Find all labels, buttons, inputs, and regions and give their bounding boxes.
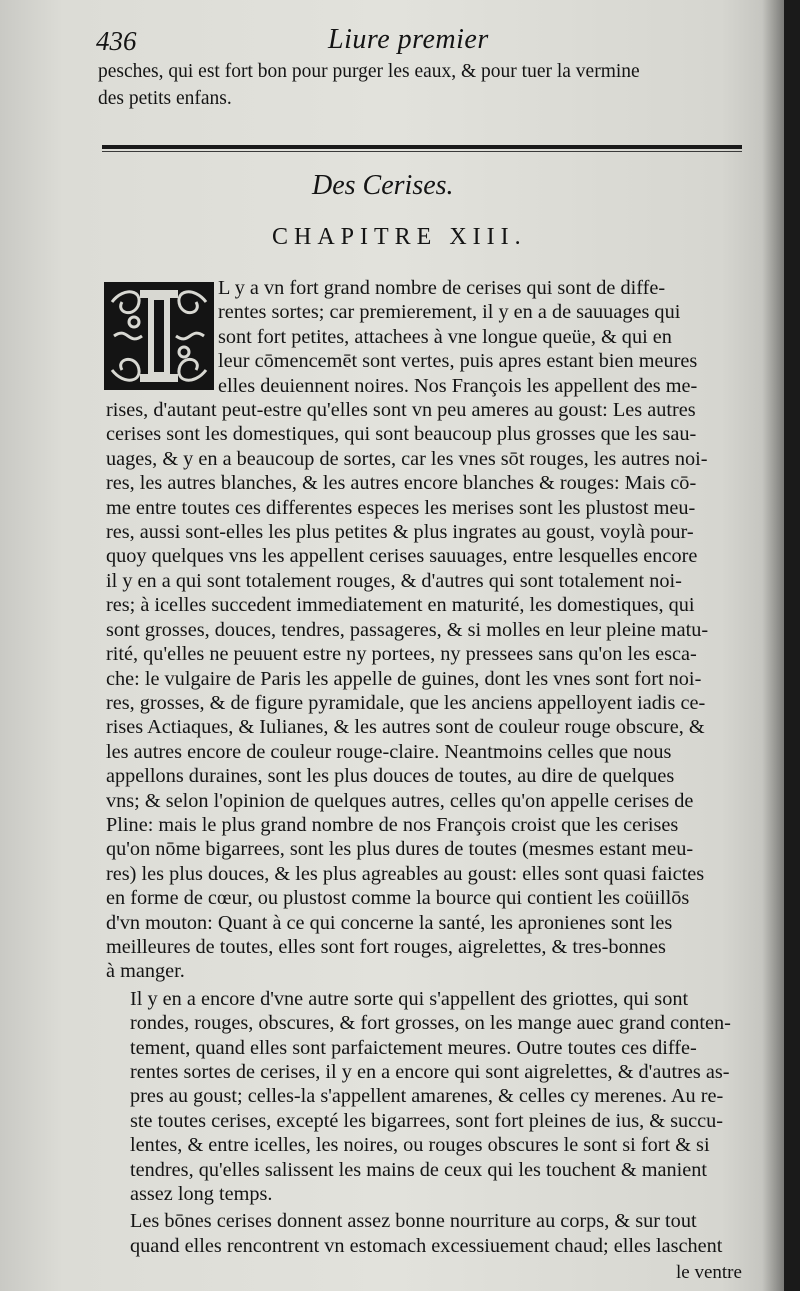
- text-line: me entre toutes ces differentes especes les merises sont les plustost meu-: [106, 496, 696, 519]
- text-line: Les bōnes cerises donnent assez bonne nourriture au corps, & sur tout: [130, 1210, 697, 1233]
- paragraph-1: [106, 276, 746, 984]
- text-line: vns; & selon l'opinion de quelques autres, celles qu'on appelle cerises de: [106, 789, 694, 812]
- text-line: rentes sortes; car premierement, il y en a de sauuages qui: [218, 301, 681, 324]
- text-line: quand elles rencontrent vn estomach excessiuement chaud; elles laschent: [130, 1234, 723, 1257]
- paragraph-3: [106, 1209, 746, 1258]
- text-line: tendres, qu'elles salissent les mains de ceux qui les touchent & manient: [130, 1158, 708, 1181]
- section-rule: [102, 145, 742, 153]
- text-line: rité, qu'elles ne peuuent estre ny portees, ny pressees sans qu'on les esca-: [106, 643, 697, 666]
- text-line: meilleures de toutes, elles sont fort rouges, aigrelettes, & tres-bonnes: [106, 935, 666, 958]
- text-line: d'vn mouton: Quant à ce qui concerne la santé, les apronienes sont les: [106, 911, 673, 934]
- text-line: Il y en a encore d'vne autre sorte qui s'appellent des griottes, qui sont: [130, 987, 689, 1010]
- rule-thick: [102, 145, 742, 149]
- text-line: res; à icelles succedent immediatement en maturité, les domestiques, qui: [106, 594, 695, 617]
- page-header: [96, 24, 736, 58]
- text-line: res, grosses, & de figure pyramidale, que les anciens appelloyent iadis ce-: [106, 691, 706, 714]
- page-number: 436: [96, 26, 137, 56]
- text-line: qu'on nōme bigarrees, sont les plus dures de toutes (mesmes estant meu-: [106, 838, 694, 861]
- text-line: quoy quelques vns les appellent cerises sauuages, entre lesquelles encore: [106, 545, 698, 568]
- text-line: des petits enfans.: [98, 88, 232, 109]
- text-line: res) les plus douces, & les plus agreables au goust: elles sont quasi faictes: [106, 862, 705, 885]
- text-line: res, aussi sont-elles les plus petites & plus ingrates au goust, voylà pour-: [106, 521, 694, 544]
- text-line: leur cōmencemēt sont vertes, puis apres estant bien meures: [218, 350, 698, 373]
- text-line: sont grosses, douces, tendres, passageres, & si molles en leur pleine matu-: [106, 618, 709, 641]
- body-text: [106, 276, 746, 1258]
- text-line: rentes sortes de cerises, il y en a encore qui sont aigrelettes, & d'autres as-: [130, 1061, 730, 1083]
- text-line: pres au goust; celles-la s'appellent amarenes, & celles cy merenes. Au re-: [130, 1085, 724, 1108]
- text-line: rises, d'autant peut-estre qu'elles sont vn peu ameres au goust: Les autres: [106, 399, 696, 422]
- text-line: elles deuiennent noires. Nos François les appellent des me-: [218, 374, 698, 397]
- continuation-text: [98, 58, 748, 112]
- section-title: Des Cerises.: [312, 170, 454, 201]
- text-line: il y en a qui sont totalement rouges, & d'autres qui sont totalement noi-: [106, 569, 682, 592]
- text-line: cerises sont les domestiques, qui sont beaucoup plus grosses que les sau-: [106, 423, 697, 446]
- running-head: Liure premier: [328, 24, 489, 55]
- text-line: à manger.: [106, 960, 185, 983]
- text-line: appellons duraines, sont les plus douces de toutes, au dire de quelques: [106, 765, 675, 788]
- text-line: tement, quand elles sont parfaictement meures. Outre toutes ces diffe-: [130, 1036, 697, 1059]
- text-line: sont fort petites, attachees à vne longue queüe, & qui en: [218, 325, 672, 348]
- text-line: ste toutes cerises, excepté les bigarrees, sont fort pleines de ius, & succu-: [130, 1109, 724, 1132]
- chapter-heading: CHAPITRE XIII.: [272, 224, 527, 250]
- text-line: en forme de cœur, ou plustost comme la bource qui contient les coüillōs: [106, 887, 690, 910]
- text-line: L y a vn fort grand nombre de cerises qui sont de diffe-: [218, 277, 666, 299]
- text-line: rondes, rouges, obscures, & fort grosses, on les mange auec grand conten-: [130, 1012, 731, 1035]
- rule-thin: [102, 151, 742, 152]
- text-line: uages, & y en a beaucoup de sortes, car les vnes sōt rouges, les autres noi-: [106, 447, 708, 470]
- text-line: pesches, qui est fort bon pour purger les eaux, & pour tuer la vermine: [98, 61, 640, 82]
- text-line: res, les autres blanches, & les autres encore blanches & rouges: Mais cō-: [106, 472, 697, 495]
- text-line: assez long temps.: [130, 1183, 273, 1206]
- catchword: le ventre: [676, 1262, 742, 1283]
- text-line: les autres encore de couleur rouge-claire. Neantmoins celles que nous: [106, 740, 672, 763]
- text-line: rises Actiaques, & Iulianes, & les autres sont de couleur rouge obscure, &: [106, 716, 705, 739]
- paragraph-2: [106, 987, 746, 1207]
- text-line: Pline: mais le plus grand nombre de nos François croist que les cerises: [106, 813, 679, 836]
- text-line: che: le vulgaire de Paris les appelle de guines, dont les vnes sont fort noi-: [106, 667, 702, 690]
- text-line: lentes, & entre icelles, les noires, ou rouges obscures le sont si fort & si: [130, 1134, 710, 1157]
